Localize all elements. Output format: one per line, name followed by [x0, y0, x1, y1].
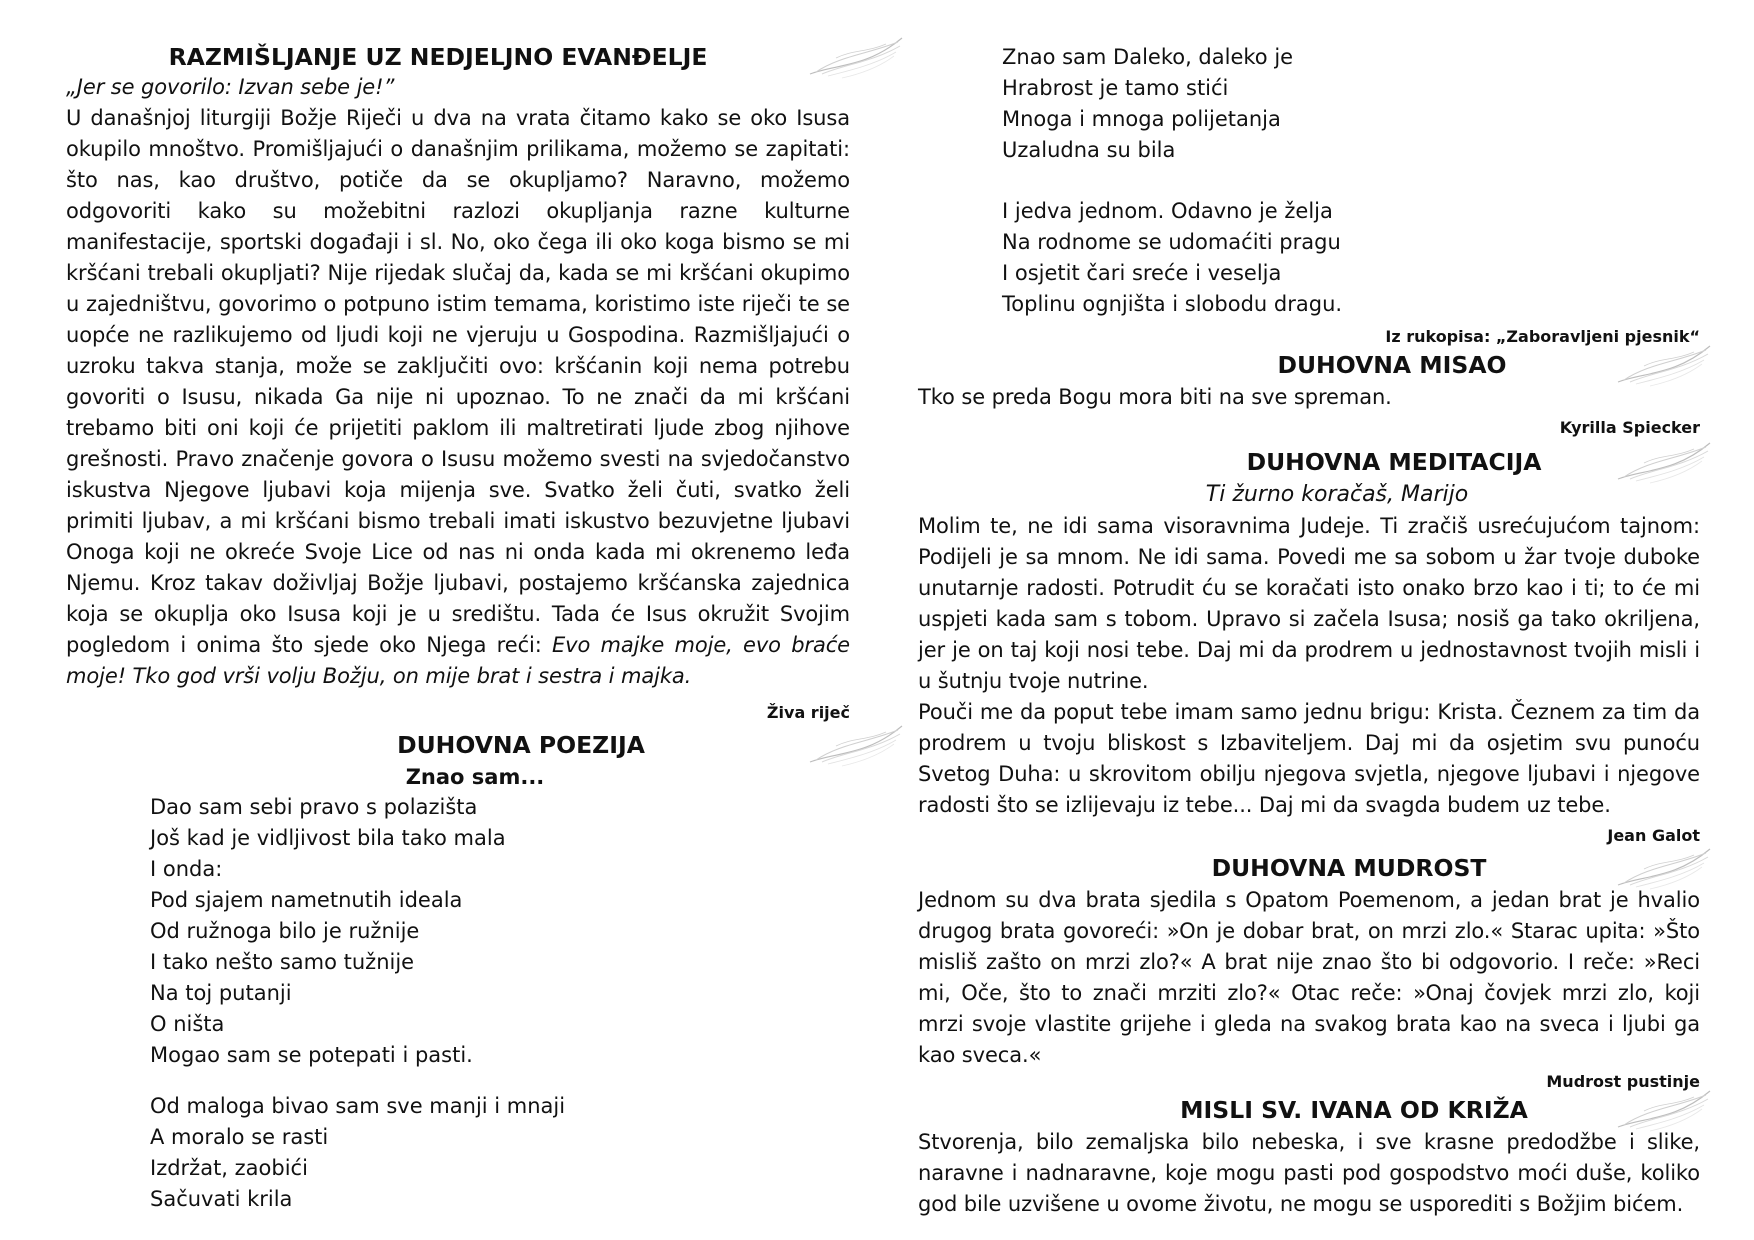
thought-body: Tko se preda Bogu mora biti na sve spreman. — [918, 385, 1392, 409]
poem-line: A moralo se rasti — [150, 1125, 329, 1149]
source-jean-galot: Jean Galot — [1607, 826, 1700, 845]
poem-stanza-3 — [1002, 42, 1700, 166]
poem-line: Hrabrost je tamo stići — [1002, 76, 1229, 100]
reflection-body-text: U današnjoj liturgiji Božje Riječi u dva na vrata čitamo kako se oko Isusa okupilo mnoštvo. Promišljajući o današnjim prilikama, možemo se zapitati: što nas, kao društvo, potiče da se okupljamo? Naravno, možemo odgovoriti kako su možebitni razlozi okupljanja razne kulturne manifestacije, sportski događaji i sl. No, oko čega ili oko koga bismo se mi kršćani trebali okupljati? Nije rijedak slučaj da, kada se mi kršćani okupimo u zajedništvu, govorimo o potpuno istim temama, koristimo iste riječi te se uopće ne razlikujemo od ljudi koji ne vjeruju u Gospodina. Razmišljajući o uzroku takva stanja, može se zaključiti ovo: kršćanin koji nema potrebu govoriti o Isusu, nikada Ga nije ni upoznao. To ne znači da mi kršćani trebamo biti oni koji će prijetiti paklom ili maltretirati ljude zbog njihove grešnosti. Pravo značenje govora o Isusu možemo svesti na svjedočanstvo iskustva Njegove ljubavi koja mijenja sve. Svatko želi čuti, svatko želi primiti ljubav, a mi kršćani bismo trebali imati iskustvo bezuvjetne ljubavi Onoga koji ne okreće Svoje Lice od nas ni onda kada mi okrenemo leđa Njemu. Kroz takav doživljaj Božje ljubavi, postajemo kršćanska zajednica koja se okuplja oko Isusa koji je u središtu. Tada će Isus okružit Svojim pogledom i onima što sjede oko Njega reći: — [66, 106, 850, 657]
source-ziva-rijec: Živa riječ — [766, 703, 850, 722]
section-reflection — [26, 40, 850, 74]
feather-ornament-icon — [806, 722, 906, 768]
poem-title: Znao sam... — [405, 765, 545, 789]
poem-line: O ništa — [150, 1012, 225, 1036]
poem-line: I jedva jednom. Odavno je želja — [1002, 199, 1333, 223]
poem-line: Na toj putanji — [150, 981, 292, 1005]
poem-stanza-2 — [150, 1091, 850, 1215]
right-column — [918, 42, 1700, 1220]
heading-thought: DUHOVNA MISAO — [1277, 351, 1507, 379]
heading-john-of-the-cross: MISLI SV. IVANA OD KRIŽA — [1180, 1096, 1528, 1124]
feather-ornament-icon — [1614, 1087, 1714, 1133]
section-wisdom — [998, 851, 1700, 885]
poem-line: Mnoga i mnoga polijetanja — [1002, 107, 1281, 131]
feather-ornament-icon — [1614, 342, 1714, 388]
heading-reflection: RAZMIŠLJANJE UZ NEDJELJNO EVANĐELJE — [168, 43, 708, 71]
source-mudrost-pustinje: Mudrost pustinje — [1546, 1072, 1700, 1091]
feather-ornament-icon — [1614, 439, 1714, 485]
wisdom-body: Jednom su dva brata sjedila s Opatom Poemenom, a jedan brat je hvalio drugog brata govoreći: »On je dobar brat, on mrzi zlo.« Starac upita: »Što misliš zašto on mrzi zlo?« A brat nije znao što bi odgovorio. I reče: »Reci mi, Oče, što to znači mrziti zlo?« Otac reče: »Onaj čovjek mrzi zlo, koji mrzi svoje vlastite grijehe i gleda na svakog brata kao na sveca i ljubi ga kao sveca.« — [918, 888, 1700, 1067]
poem-line: Još kad je vidljivost bila tako mala — [150, 826, 506, 850]
poem-stanza-4 — [1002, 196, 1700, 320]
feather-ornament-icon — [1614, 845, 1714, 891]
poem-line: Na rodnome se udomaćiti pragu — [1002, 230, 1341, 254]
poem-line: Uzaludna su bila — [1002, 138, 1176, 162]
poem-line: Znao sam Daleko, daleko je — [1002, 45, 1294, 69]
section-john-of-the-cross — [1008, 1093, 1700, 1127]
heading-wisdom: DUHOVNA MUDROST — [1211, 854, 1487, 882]
poem-line: Toplinu ognjišta i slobodu dragu. — [1002, 292, 1343, 316]
section-poetry — [192, 728, 850, 762]
reflection-body-italic: Evo majke moje, evo braće moje! Tko god vrši volju Božju, on mije brat i sestra i majka. — [66, 633, 850, 688]
poem-line: Dao sam sebi pravo s polazišta — [150, 795, 478, 819]
poem-line: I tako nešto samo tužnije — [150, 950, 415, 974]
poem-line: Od ružnoga bilo je ružnije — [150, 919, 420, 943]
poem — [150, 792, 850, 1215]
poem-line: Pod sjajem nametnutih ideala — [150, 888, 463, 912]
section-thought — [1084, 348, 1700, 382]
poem-line: Od maloga bivao sam sve manji i mnaji — [150, 1094, 566, 1118]
poem-line: Sačuvati krila — [150, 1187, 293, 1211]
feather-ornament-icon — [806, 34, 906, 80]
source-kyrilla-spiecker: Kyrilla Spiecker — [1559, 418, 1700, 437]
section-meditation — [1088, 445, 1700, 479]
poem-line: I onda: — [150, 857, 223, 881]
poem-continued — [1002, 42, 1700, 320]
john-body: Stvorenja, bilo zemaljska bilo nebeska, i sve krasne predodžbe i slike, naravne i nadnaravne, koje mogu pasti pod gospodstvo moći duše, koliko god bile uzvišene u ovome životu, ne mogu se usporediti s Božjim bićem. — [918, 1130, 1700, 1216]
reflection-body — [66, 103, 850, 692]
left-column — [66, 40, 850, 1215]
heading-poetry: DUHOVNA POEZIJA — [397, 731, 645, 759]
meditation-subtitle: Ti žurno koračaš, Marijo — [1205, 482, 1469, 507]
meditation-paragraph-1: Molim te, ne idi sama visoravnima Judeje. Ti zračiš usrećujućom tajnom: Podijeli je sa mnom. Ne idi sama. Povedi me sa sobom u žar tvoje duboke unutarnje radosti. Potrudit ću se koračati isto onako brzo kao i ti; to će mi uspjeti kada sam s tobom. Upravo si začela Isusa; nosiš ga tako okriljena, jer je on taj koji nosi tebe. Daj mi da prodrem u jednostavnost tvojih misli i u šutnju tvoje nutrine. — [918, 514, 1700, 693]
meditation-paragraph-2: Pouči me da poput tebe imam samo jednu brigu: Krista. Čeznem za tim da prodrem u tvoju bliskost s Izbaviteljem. Daj mi da osjetim svu punoću Svetog Duha: u skrovitom obilju njegova svjetla, njegove ljubavi i njegove radosti što se izlijevaju iz tebe... Daj mi da svagda budem uz tebe. — [918, 700, 1700, 817]
heading-meditation: DUHOVNA MEDITACIJA — [1246, 448, 1542, 476]
poem-line: Mogao sam se potepati i pasti. — [150, 1043, 473, 1067]
poem-line: I osjetit čari sreće i veselja — [1002, 261, 1282, 285]
poem-stanza-1 — [150, 792, 850, 1071]
source-manuscript: Iz rukopisa: „Zaboravljeni pjesnik“ — [1385, 327, 1700, 346]
poem-line: Izdržat, zaobići — [150, 1156, 308, 1180]
gospel-quote: „Jer se govorilo: Izvan sebe je!” — [66, 75, 395, 99]
